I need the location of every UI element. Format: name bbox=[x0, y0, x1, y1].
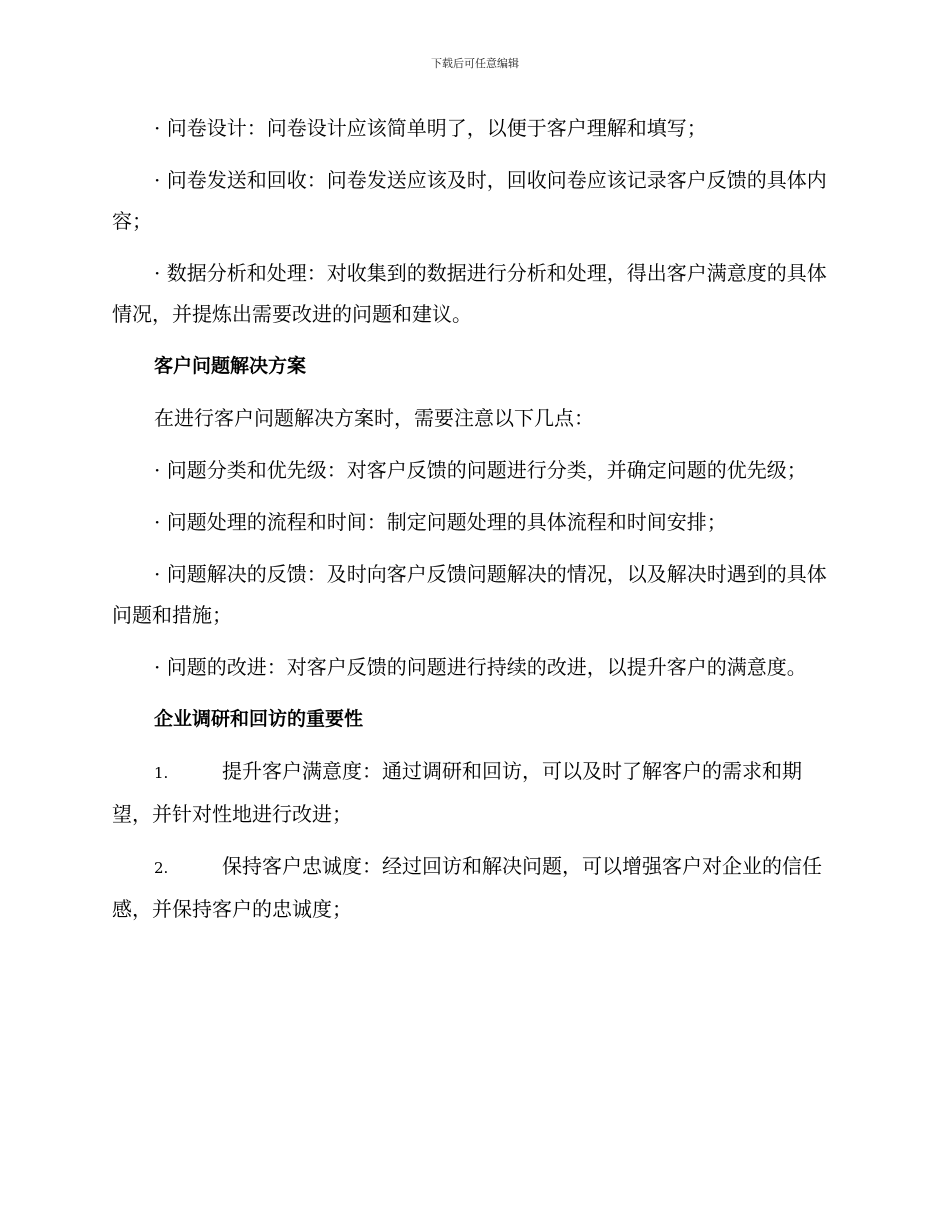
bullet-questionnaire-design: · 问卷设计：问卷设计应该简单明了，以便于客户理解和填写； bbox=[154, 116, 707, 140]
numbered-item-satisfaction bbox=[112, 751, 832, 835]
list-number: 2. bbox=[154, 859, 169, 877]
bullet-problem-process: · 问题处理的流程和时间：制定问题处理的具体流程和时间安排； bbox=[154, 510, 727, 534]
bullet-problem-feedback: · 问题解决的反馈：及时向客户反馈问题解决的情况，以及解决时遇到的具体问题和措施； bbox=[112, 562, 827, 627]
section-heading-importance: 企业调研和回访的重要性 bbox=[154, 708, 364, 730]
bullet-questionnaire-send-collect: · 问卷发送和回收：问卷发送应该及时，回收问卷应该记录客户反馈的具体内容； bbox=[112, 168, 827, 233]
page-header: 下载后可任意编辑 bbox=[431, 57, 519, 70]
list-item-text: 保持客户忠诚度：经过回访和解决问题，可以增强客户对企业的信任感，并保持客户的忠诚度； bbox=[112, 854, 822, 921]
bullet-problem-classification: · 问题分类和优先级：对客户反馈的问题进行分类，并确定问题的优先级； bbox=[154, 458, 807, 482]
list-number: 1. bbox=[154, 764, 169, 782]
page-content bbox=[112, 108, 832, 941]
section-heading-problem-solutions: 客户问题解决方案 bbox=[154, 355, 307, 377]
numbered-item-loyalty bbox=[112, 846, 832, 930]
bullet-data-analysis: · 数据分析和处理：对收集到的数据进行分析和处理，得出客户满意度的具体情况，并提炼出需要改进的问题和建议。 bbox=[112, 261, 827, 326]
bullet-problem-improvement: · 问题的改进：对客户反馈的问题进行持续的改进，以提升客户的满意度。 bbox=[154, 655, 807, 679]
section-intro: 在进行客户问题解决方案时，需要注意以下几点： bbox=[154, 406, 594, 430]
list-item-text: 提升客户满意度：通过调研和回访，可以及时了解客户的需求和期望，并针对性地进行改进； bbox=[112, 759, 802, 826]
